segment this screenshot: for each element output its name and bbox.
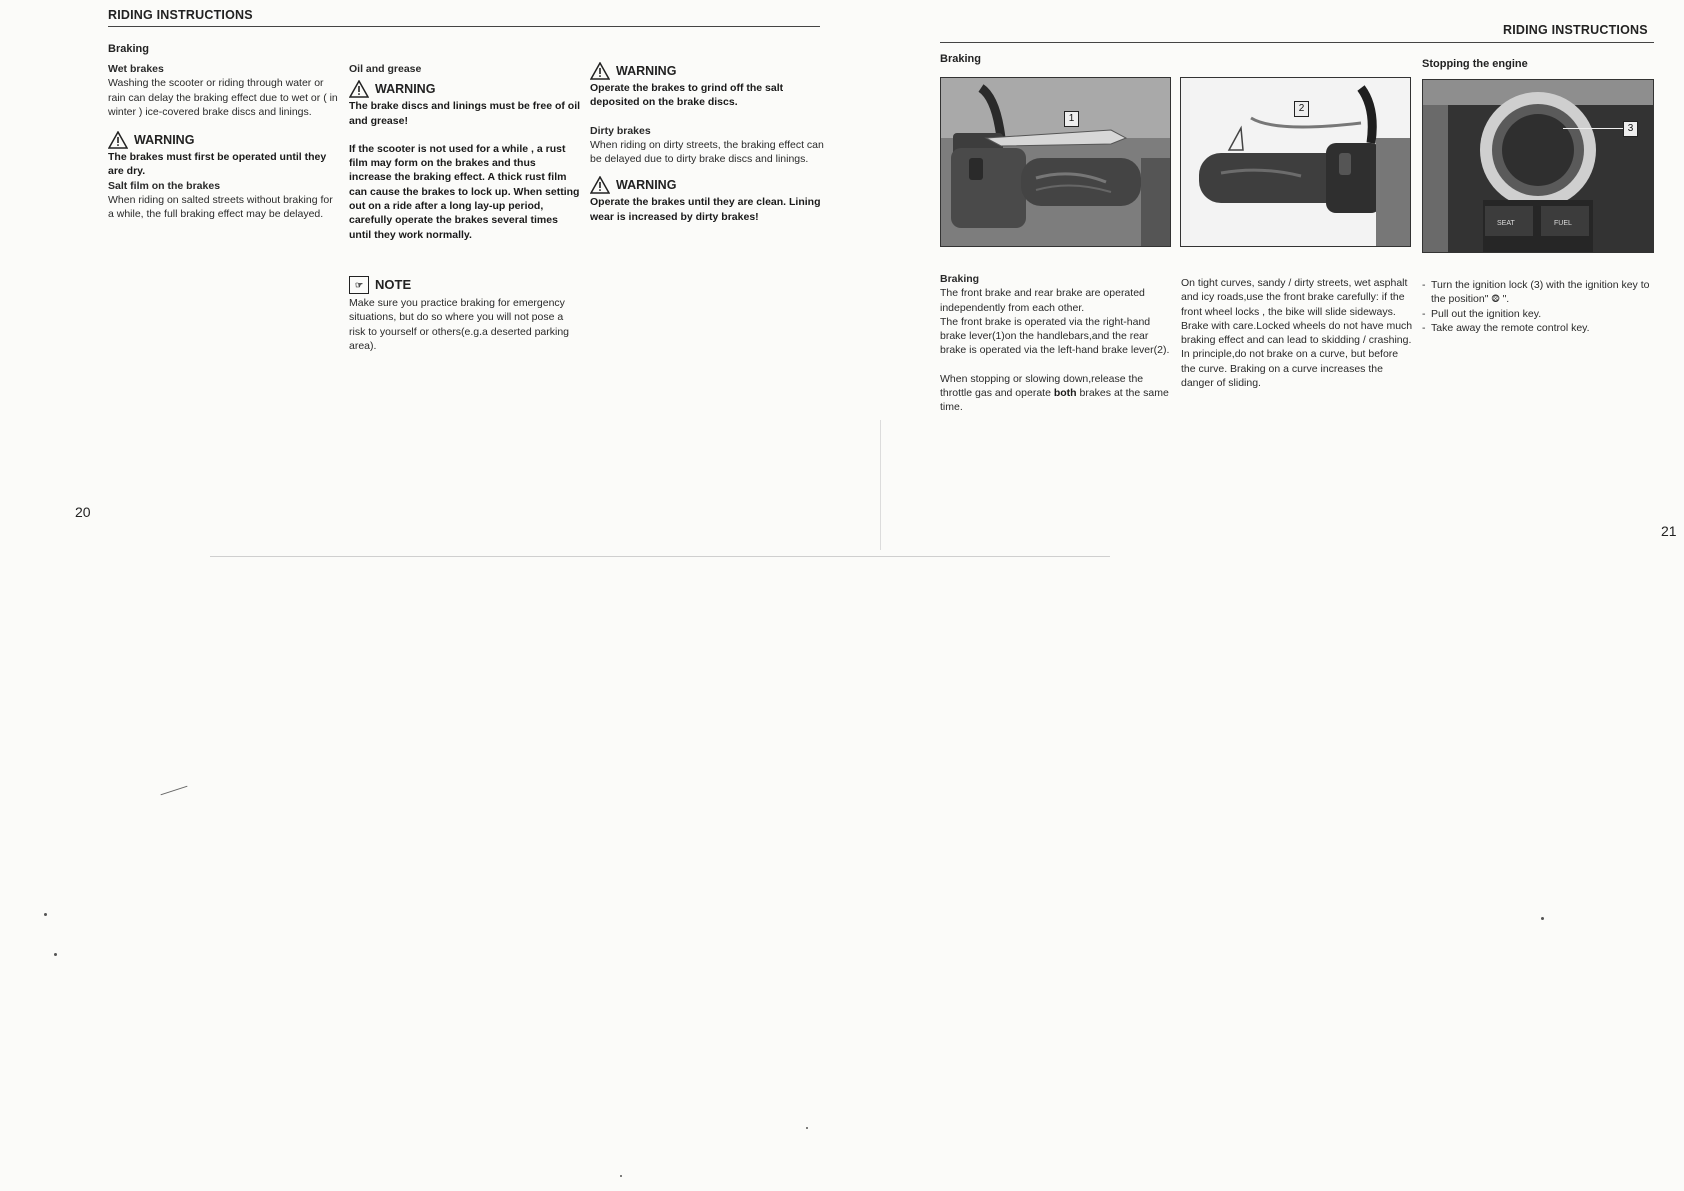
wet-brakes-title: Wet brakes xyxy=(108,63,164,75)
scan-speck xyxy=(806,1127,808,1129)
scan-speck xyxy=(54,953,57,956)
left-col-3 xyxy=(590,62,824,224)
rust-film-text: If the scooter is not used for a while , a rust film may form on the brakes and thus increase the braking effect. A thick rust film can cause the brakes to lock up. When setting out on a ride after a long lay-up period, carefully operate the brakes several times until they work normally. xyxy=(349,142,580,241)
seat-label: SEAT xyxy=(1497,220,1515,227)
warning-text: The brakes must first be operated until they are dry. xyxy=(108,151,327,178)
right-col-2 xyxy=(1181,276,1413,390)
scan-speck xyxy=(1541,917,1544,920)
left-page-number: 20 xyxy=(75,504,91,520)
scan-mark xyxy=(161,786,188,796)
note-text: Make sure you practice braking for emergency situations, but do so where you will not pose a risk to yourself or others(e.g.a deserted parking area). xyxy=(349,296,570,352)
photo-ignition-lock xyxy=(1422,79,1654,253)
stopping-step: - Take away the remote control key. xyxy=(1422,321,1654,335)
callout-3-leader xyxy=(1563,128,1623,129)
note-hand-icon: ☞ xyxy=(349,276,369,294)
wet-brakes-text: Washing the scooter or riding through water or rain can delay the braking effect due to wet or ( in winter ) ice-covered brake discs and linings. xyxy=(108,77,338,118)
oil-grease-title: Oil and grease xyxy=(349,63,422,75)
left-col-1 xyxy=(108,62,340,222)
stopping-step: - Turn the ignition lock (3) with the ignition key to the position" ⨷ ". xyxy=(1422,278,1654,307)
braking-text-3 xyxy=(940,372,1172,415)
warning-icon xyxy=(590,62,610,80)
right-page-header: RIDING INSTRUCTIONS xyxy=(1503,23,1648,37)
curves-text: On tight curves, sandy / dirty streets, wet asphalt and icy roads,use the front brake carefully: if the front wheel locks , the bike will slide sideways. Brake with care.Locked wheels do not have much braking effect and can lead to skidding / crashing. In principle,do not brake on a curve, but before the curve. Braking on a curve increases the danger of sliding. xyxy=(1181,277,1413,390)
scan-speck xyxy=(44,913,47,916)
warning-label: WARNING xyxy=(616,63,677,78)
warning-heading xyxy=(590,176,824,194)
scan-speck xyxy=(620,1175,622,1177)
callout-1: 1 xyxy=(1064,111,1079,127)
left-section-title: Braking xyxy=(108,43,149,55)
photo-left-brake-lever xyxy=(1180,77,1411,247)
right-braking-label: Braking xyxy=(940,53,981,65)
callout-3: 3 xyxy=(1623,121,1638,137)
warning-text: Operate the brakes to grind off the salt deposited on the brake discs. xyxy=(590,82,784,109)
salt-film-text: When riding on salted streets without braking for a while, the full braking effect may be delayed. xyxy=(108,194,333,221)
ignition-lock-illustration xyxy=(1423,80,1653,252)
right-page-number: 21 xyxy=(1661,523,1677,539)
warning-text: Operate the brakes until they are clean. Lining wear is increased by dirty brakes! xyxy=(590,196,821,223)
warning-label: WARNING xyxy=(134,133,195,148)
left-col-2 xyxy=(349,62,581,353)
page-fold-line xyxy=(210,556,1110,557)
warning-text: The brake discs and linings must be free of oil and grease! xyxy=(349,100,581,127)
dirty-brakes-title: Dirty brakes xyxy=(590,124,651,137)
warning-heading xyxy=(108,131,340,149)
left-page-header: RIDING INSTRUCTIONS xyxy=(108,8,253,22)
photo-right-brake-lever xyxy=(940,77,1171,247)
salt-film-title: Salt film on the brakes xyxy=(108,179,221,192)
right-col-3 xyxy=(1422,278,1654,335)
braking-text-3a: When stopping or slowing down,release the throttle gas and operate xyxy=(940,372,1144,400)
note-heading xyxy=(349,276,581,294)
fuel-label: FUEL xyxy=(1554,220,1572,227)
warning-icon xyxy=(590,176,610,194)
note-label: NOTE xyxy=(375,276,412,292)
warning-heading xyxy=(349,80,581,98)
stopping-steps-list xyxy=(1422,278,1654,335)
braking-title: Braking xyxy=(940,273,980,285)
left-header-rule xyxy=(108,26,820,27)
right-header-rule xyxy=(940,42,1654,43)
right-col-1 xyxy=(940,272,1172,415)
braking-text-1: The front brake and rear brake are operated independently from each other. xyxy=(940,287,1145,314)
right-handlebar-illustration xyxy=(941,78,1170,246)
spine-mark xyxy=(880,420,881,550)
callout-2: 2 xyxy=(1294,101,1309,117)
warning-icon xyxy=(108,131,128,149)
stopping-step: - Pull out the ignition key. xyxy=(1422,307,1654,321)
braking-text-2: The front brake is operated via the right-hand brake lever(1)on the handlebars,and the rear brake is operated via the left-hand brake lever(2). xyxy=(940,315,1170,357)
stopping-engine-label: Stopping the engine xyxy=(1422,58,1528,70)
warning-label: WARNING xyxy=(375,82,436,97)
warning-icon xyxy=(349,80,369,98)
braking-text-3b: brakes at the same time. xyxy=(940,387,1169,414)
braking-text-3-bold: both xyxy=(1053,387,1077,400)
warning-heading xyxy=(590,62,824,80)
dirty-brakes-text: When riding on dirty streets, the braking effect can be delayed due to dirty brake discs and linings. xyxy=(590,138,824,166)
warning-label: WARNING xyxy=(616,178,677,193)
